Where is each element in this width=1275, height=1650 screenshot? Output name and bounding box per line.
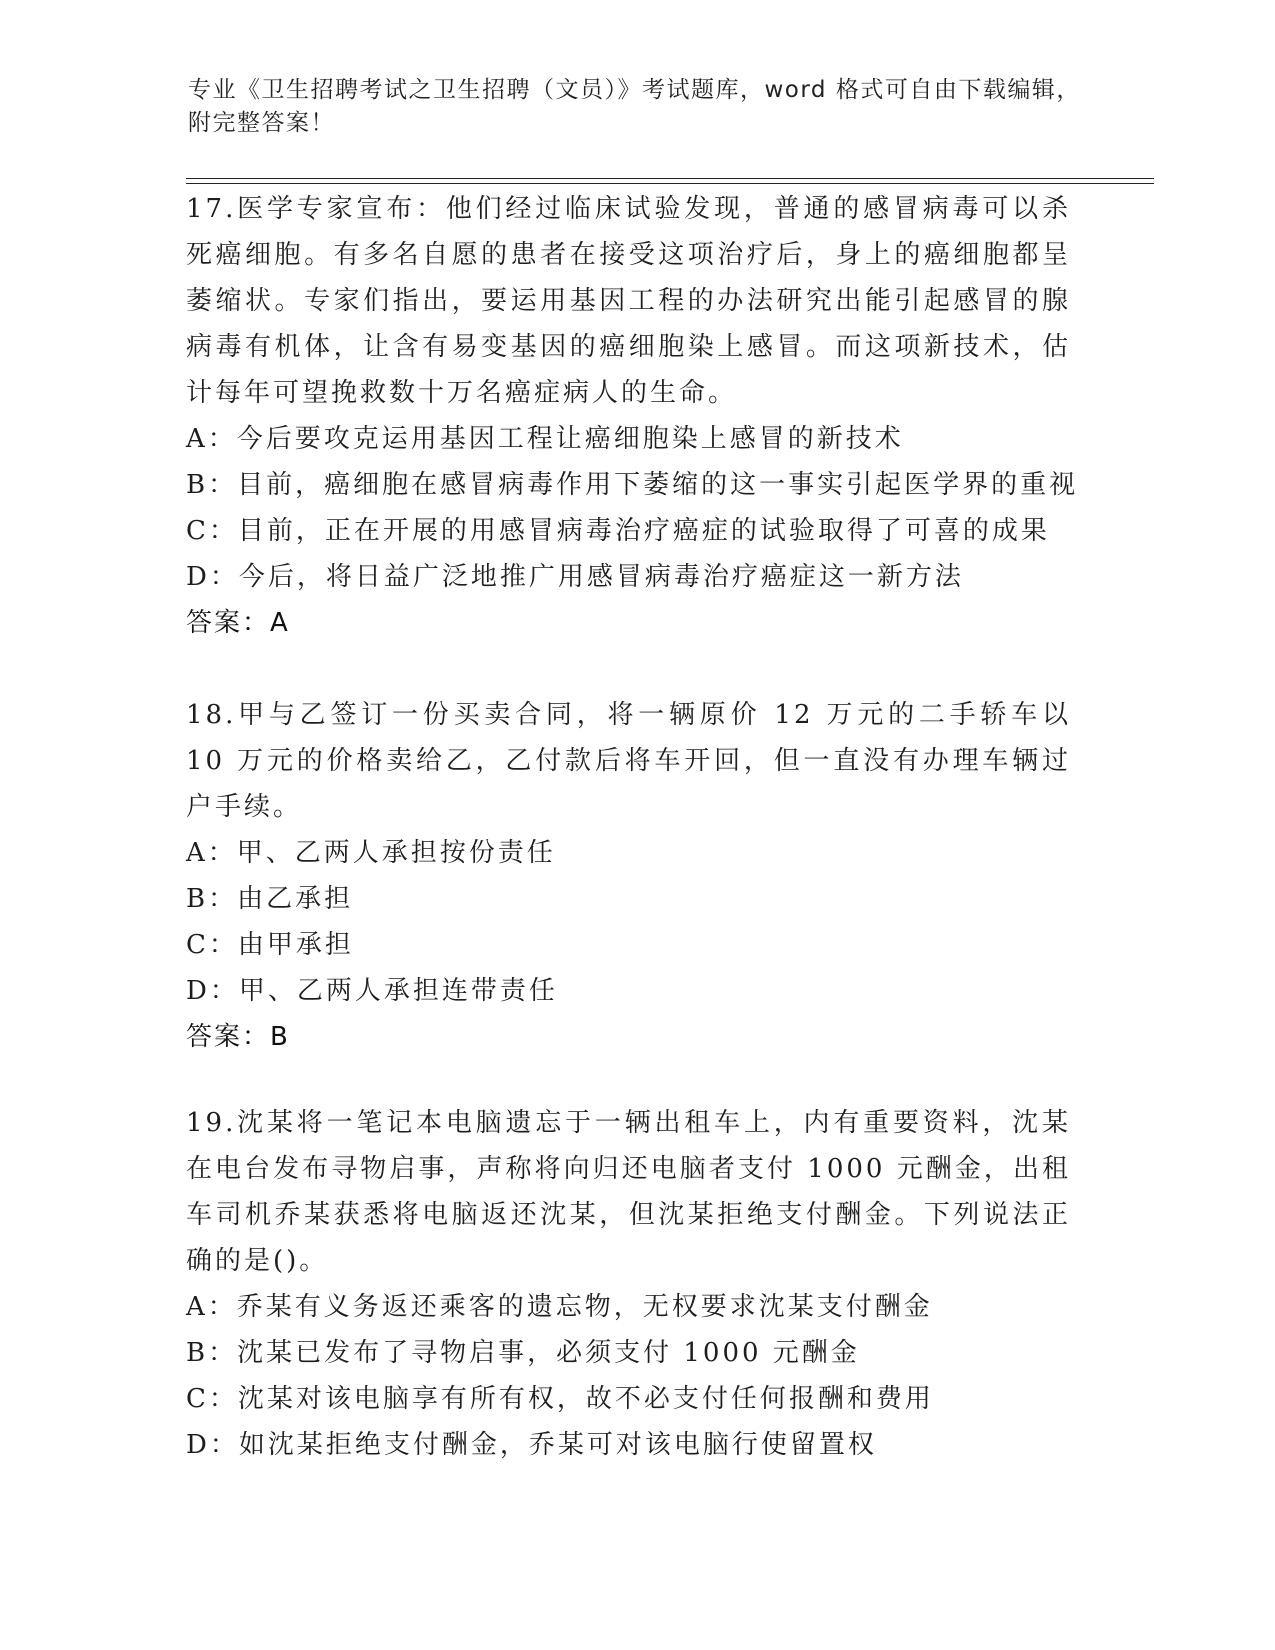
option-c: C：沈某对该电脑享有所有权，故不必支付任何报酬和费用 — [186, 1384, 934, 1414]
option-a: A：甲、乙两人承担按份责任 — [186, 838, 556, 868]
question-stem: 17.医学专家宣布：他们经过临床试验发现，普通的感冒病毒可以杀死癌细胞。有多名自愿的患者在接受这项治疗后，身上的癌细胞都呈萎缩状。专家们指出，要运用基因工程的办法研究出能引起感冒的腺病毒有机体，让含有易变基因的癌细胞染上感冒。而这项新技术，估计每年可望挽救数十万名癌症病人的生命。 — [186, 194, 1071, 408]
option-a: A：今后要攻克运用基因工程让癌细胞染上感冒的新技术 — [186, 424, 904, 454]
question-19 — [186, 1100, 1071, 1468]
option-d: D：如沈某拒绝支付酬金，乔某可对该电脑行使留置权 — [186, 1430, 877, 1460]
option-d: D：今后，将日益广泛地推广用感冒病毒治疗癌症这一新方法 — [186, 562, 964, 592]
option-d: D：甲、乙两人承担连带责任 — [186, 976, 558, 1006]
question-stem: 18.甲与乙签订一份买卖合同，将一辆原价 12 万元的二手轿车以 10 万元的价格卖给乙，乙付款后将车开回，但一直没有办理车辆过户手续。 — [186, 700, 1071, 822]
header-divider-bottom — [186, 183, 1154, 184]
page-header-title: 专业《卫生招聘考试之卫生招聘（文员）》考试题库，word 格式可自由下载编辑，附完整答案！ — [188, 77, 1081, 136]
question-17 — [186, 186, 1079, 646]
option-a: A：乔某有义务返还乘客的遗忘物，无权要求沈某支付酬金 — [186, 1292, 933, 1322]
question-18 — [186, 692, 1071, 1060]
answer-line: 答案：B — [186, 1022, 290, 1052]
answer-line: 答案：A — [186, 608, 290, 638]
option-b: B：目前，癌细胞在感冒病毒作用下萎缩的这一事实引起医学界的重视 — [186, 470, 1079, 500]
option-b: B：由乙承担 — [186, 884, 354, 914]
option-c: C：目前，正在开展的用感冒病毒治疗癌症的试验取得了可喜的成果 — [186, 516, 1050, 546]
option-c: C：由甲承担 — [186, 930, 354, 960]
option-b: B：沈某已发布了寻物启事，必须支付 1000 元酬金 — [186, 1338, 860, 1368]
header-divider-top — [186, 178, 1154, 179]
question-stem: 19.沈某将一笔记本电脑遗忘于一辆出租车上，内有重要资料，沈某在电台发布寻物启事，声称将向归还电脑者支付 1000 元酬金，出租车司机乔某获悉将电脑返还沈某，但沈某拒绝支付酬金。下列说法正确的是()。 — [186, 1108, 1071, 1276]
